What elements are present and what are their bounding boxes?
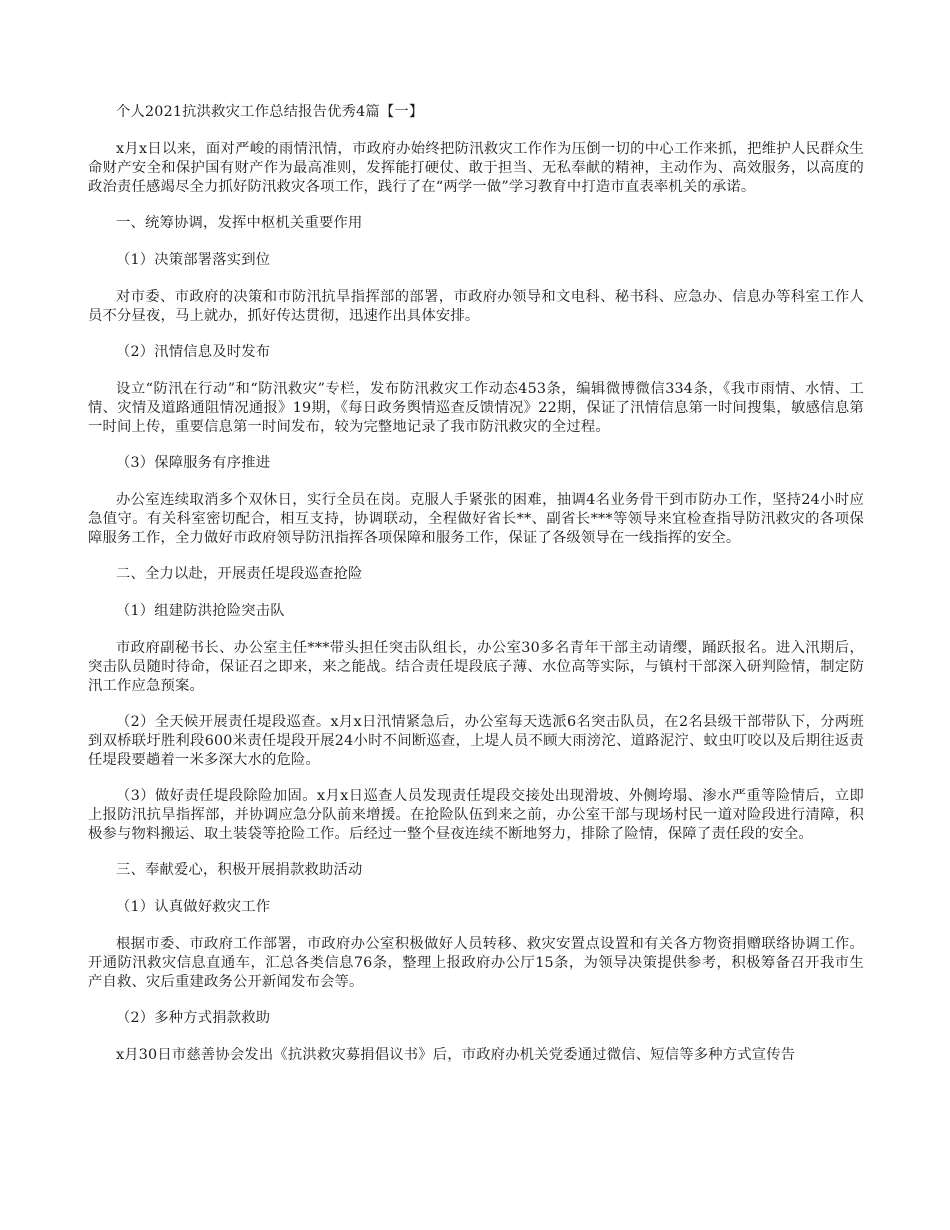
section-heading-1: 一、统筹协调，发挥中枢机关重要作用	[116, 215, 363, 231]
paragraph-2-1: 市政府副秘书长、办公室主任***带头担任突击队组长，办公室30多名青年干部主动请缨，踊跃报名。进入汛期后，突击队员随时待命，保证召之即来，来之能战。结合责任堤段底子薄、水位高等实际，与镇村干部深入研判险情，制定防汛工作应急预案。	[88, 640, 864, 694]
subheading-1-3: （3）保障服务有序推进	[116, 455, 271, 471]
paragraph-1-3: 办公室连续取消多个双休日，实行全员在岗。克服人手紧张的困难，抽调4名业务骨干到市防办工作，坚持24小时应急值守。有关科室密切配合，相互支持，协调联动，全程做好省长**、副省长***等领导来宜检查指导防汛救灾的各项保障服务工作，全力做好市政府领导防汛指挥各项保障和服务工作，保证了各级领导在一线指挥的安全。	[88, 492, 864, 546]
document-title: 个人2021抗洪救灾工作总结报告优秀4篇【一】	[116, 104, 424, 120]
subheading-1-2: （2）汛情信息及时发布	[116, 344, 271, 360]
paragraph-1-2: 设立“防汛在行动”和“防汛救灾”专栏，发布防汛救灾工作动态453条，编辑微博微信334条，《我市雨情、水情、工情、灾情及道路通阻情况通报》19期，《每日政务舆情巡查反馈情况》22期，保证了汛情信息第一时间搜集，敏感信息第一时间上传，重要信息第一时间发布，较为完整地记录了我市防汛救灾的全过程。	[88, 381, 864, 435]
subheading-2-1: （1）组建防洪抢险突击队	[116, 603, 285, 619]
paragraph-2-2: （2）全天候开展责任堤段巡查。x月x日汛情紧急后，办公室每天选派6名突击队员，在2名县级干部带队下，分两班到双桥联圩胜利段600米责任堤段开展24小时不间断巡查，上堤人员不顾大雨滂沱、道路泥泞、蚊虫叮咬以及后期往返责任堤段要趟着一米多深大水的危险。	[88, 714, 864, 768]
subheading-1-1: （1）决策部署落实到位	[116, 252, 271, 268]
document-page	[88, 103, 864, 1082]
subheading-3-1: （1）认真做好救灾工作	[116, 899, 271, 915]
subheading-3-2: （2）多种方式捐款救助	[116, 1010, 271, 1026]
section-heading-3: 三、奉献爱心，积极开展捐款救助活动	[116, 862, 363, 878]
paragraph-2-3: （3）做好责任堤段除险加固。x月x日巡查人员发现责任堤段交接处出现滑坡、外侧垮塌、渗水严重等险情后，立即上报防汛抗旱指挥部，并协调应急分队前来增援。在抢险队伍到来之前，办公室干部与现场村民一道对险段进行清障，积极参与物料搬运、取土装袋等抢险工作。后经过一整个昼夜连续不断地努力，排除了险情，保障了责任段的安全。	[88, 788, 864, 842]
section-heading-2: 二、全力以赴，开展责任堤段巡查抢险	[116, 566, 363, 582]
paragraph-intro: x月x日以来，面对严峻的雨情汛情，市政府办始终把防汛救灾工作作为压倒一切的中心工作来抓，把维护人民群众生命财产安全和保护国有财产作为最高准则，发挥能打硬仗、敢于担当、无私奉献的精神，主动作为、高效服务，以高度的政治责任感竭尽全力抓好防汛救灾各项工作，践行了在“两学一做”学习教育中打造市直表率机关的承诺。	[88, 141, 864, 195]
paragraph-3-1: 根据市委、市政府工作部署，市政府办公室积极做好人员转移、救灾安置点设置和有关各方物资捐赠联络协调工作。开通防汛救灾信息直通车，汇总各类信息76条，整理上报政府办公厅15条，为领导决策提供参考，积极筹备召开我市生产自救、灾后重建政务公开新闻发布会等。	[88, 936, 864, 990]
paragraph-3-2: x月30日市慈善协会发出《抗洪救灾募捐倡议书》后，市政府办机关党委通过微信、短信等多种方式宣传告	[116, 1047, 796, 1063]
paragraph-1-1: 对市委、市政府的决策和市防汛抗旱指挥部的部署，市政府办领导和文电科、秘书科、应急办、信息办等科室工作人员不分昼夜，马上就办，抓好传达贯彻，迅速作出具体安排。	[88, 289, 864, 324]
